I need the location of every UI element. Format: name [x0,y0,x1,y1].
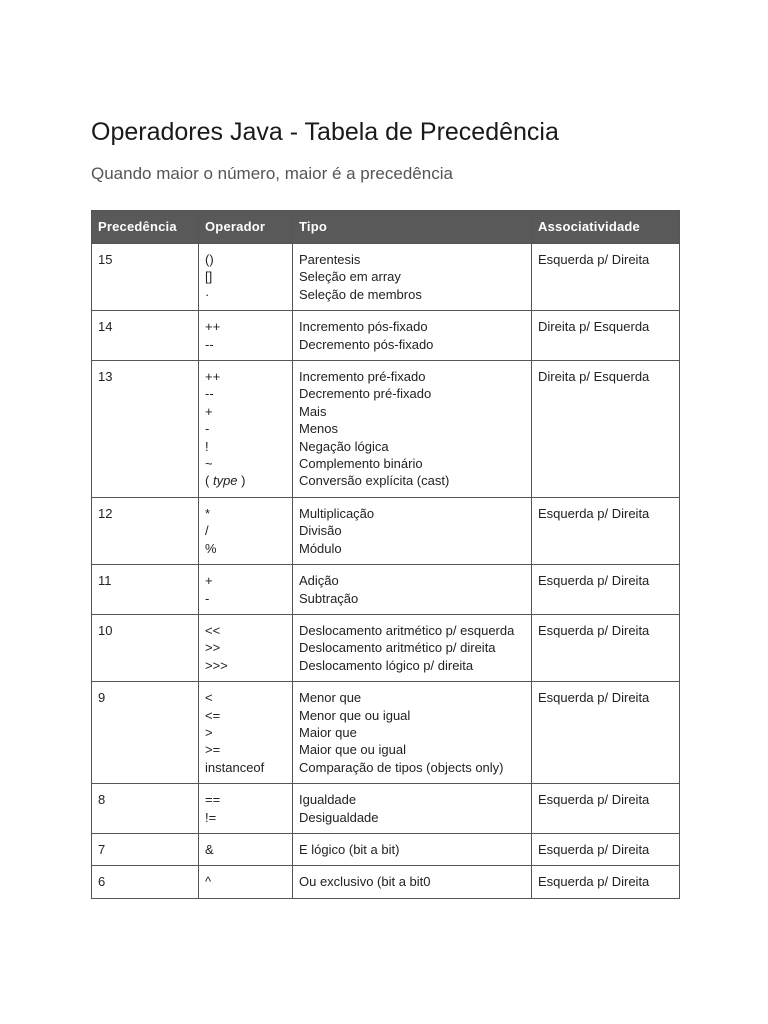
type-cell [293,497,532,564]
associativity-cell: Esquerda p/ Direita [532,784,680,834]
operator-symbol: ! [205,438,209,454]
type-description: Desigualdade [299,809,379,825]
precedence-cell: 9 [92,682,199,784]
operator-symbol: == [205,792,221,808]
operator-symbol: · [205,286,210,302]
associativity-cell: Esquerda p/ Direita [532,833,680,865]
type-description: Complemento binário [299,456,423,472]
operator-symbol: < [205,690,213,706]
operator-cell [199,244,293,311]
operator-symbol: - [205,421,210,437]
type-description: Deslocamento lógico p/ direita [299,657,474,673]
operator-symbol: != [205,809,217,825]
associativity-cell: Direita p/ Esquerda [532,311,680,361]
precedence-cell: 8 [92,784,199,834]
type-cell [293,784,532,834]
operator-cell [199,361,293,498]
operator-symbol: + [205,573,213,589]
type-description: Módulo [299,540,342,556]
operator-cell [199,866,293,898]
operator-symbol: >= [205,742,221,758]
precedence-cell: 11 [92,565,199,615]
type-description: Divisão [299,523,342,539]
header-type: Tipo [293,211,532,244]
operator-symbol: & [205,841,214,857]
operator-symbol: ++ [205,369,221,385]
type-description: Deslocamento aritmético p/ esquerda [299,622,515,638]
operator-symbol: ++ [205,319,221,335]
precedence-table [91,210,680,899]
precedence-cell: 7 [92,833,199,865]
operator-symbol: -- [205,386,214,402]
precedence-cell: 14 [92,311,199,361]
associativity-cell: Direita p/ Esquerda [532,361,680,498]
type-description: Mais [299,403,327,419]
type-cell [293,311,532,361]
operator-cell [199,311,293,361]
table-row [92,833,680,865]
operator-cell [199,614,293,681]
operator-symbol: instanceof [205,759,265,775]
associativity-cell: Esquerda p/ Direita [532,244,680,311]
associativity-cell: Esquerda p/ Direita [532,866,680,898]
operator-symbol: <= [205,707,221,723]
table-row [92,565,680,615]
operator-symbol: () [205,252,214,267]
precedence-cell: 6 [92,866,199,898]
precedence-cell: 13 [92,361,199,498]
table-row [92,361,680,498]
table-header-row [92,211,680,244]
header-precedence: Precedência [92,211,199,244]
type-cell [293,682,532,784]
operator-cell [199,833,293,865]
type-description: Maior que ou igual [299,742,406,758]
associativity-cell: Esquerda p/ Direita [532,614,680,681]
operator-symbol: ^ [205,874,212,890]
type-description: Incremento pré-fixado [299,369,426,385]
operator-symbol: >> [205,640,221,656]
header-operator: Operador [199,211,293,244]
type-description: Negação lógica [299,438,389,454]
type-description: Conversão explícita (cast) [299,473,450,489]
operator-cell [199,682,293,784]
operator-symbol: % [205,540,217,556]
table-row [92,244,680,311]
type-description: Menor que ou igual [299,707,411,723]
type-description: E lógico (bit a bit) [299,841,400,857]
type-description: Decremento pré-fixado [299,386,432,402]
type-description: Subtração [299,590,359,606]
type-description: Decremento pós-fixado [299,336,434,352]
operator-symbol: ( type ) [205,473,246,489]
type-description: Maior que [299,724,357,740]
operator-symbol: ~ [205,456,213,472]
type-description: Igualdade [299,792,357,808]
page-title: Operadores Java - Tabela de Precedência [91,118,559,146]
type-cell [293,244,532,311]
operator-cell [199,497,293,564]
type-description: Menos [299,421,339,437]
type-cell [293,614,532,681]
type-description: Incremento pós-fixado [299,319,428,335]
type-cell [293,565,532,615]
operator-symbol: * [205,505,211,521]
type-description: Parentesis [299,252,361,267]
type-description: Seleção em array [299,269,401,285]
table-row [92,497,680,564]
operator-symbol: - [205,590,210,606]
precedence-cell: 12 [92,497,199,564]
associativity-cell: Esquerda p/ Direita [532,497,680,564]
page-subtitle: Quando maior o número, maior é a precedência [91,164,453,183]
type-description: Seleção de membros [299,286,422,302]
type-cell [293,833,532,865]
operator-cell [199,784,293,834]
type-cell [293,866,532,898]
operator-symbol: / [205,523,209,539]
operator-symbol: + [205,403,213,419]
operator-symbol: << [205,622,221,638]
table-row [92,784,680,834]
table-row [92,614,680,681]
type-description: Comparação de tipos (objects only) [299,759,504,775]
operator-cell [199,565,293,615]
table-row [92,682,680,784]
type-description: Deslocamento aritmético p/ direita [299,640,496,656]
header-associativity: Associatividade [532,211,680,244]
table-row [92,311,680,361]
table-body [92,244,680,899]
type-cell [293,361,532,498]
type-description: Menor que [299,690,362,706]
precedence-cell: 15 [92,244,199,311]
operator-symbol: [] [205,269,213,285]
associativity-cell: Esquerda p/ Direita [532,682,680,784]
operator-symbol: -- [205,336,214,352]
type-description: Adição [299,573,339,589]
operator-symbol: > [205,724,213,740]
precedence-cell: 10 [92,614,199,681]
associativity-cell: Esquerda p/ Direita [532,565,680,615]
type-description: Multiplicação [299,505,375,521]
table-row [92,866,680,898]
operator-symbol: >>> [205,657,228,673]
type-description: Ou exclusivo (bit a bit0 [299,874,431,890]
